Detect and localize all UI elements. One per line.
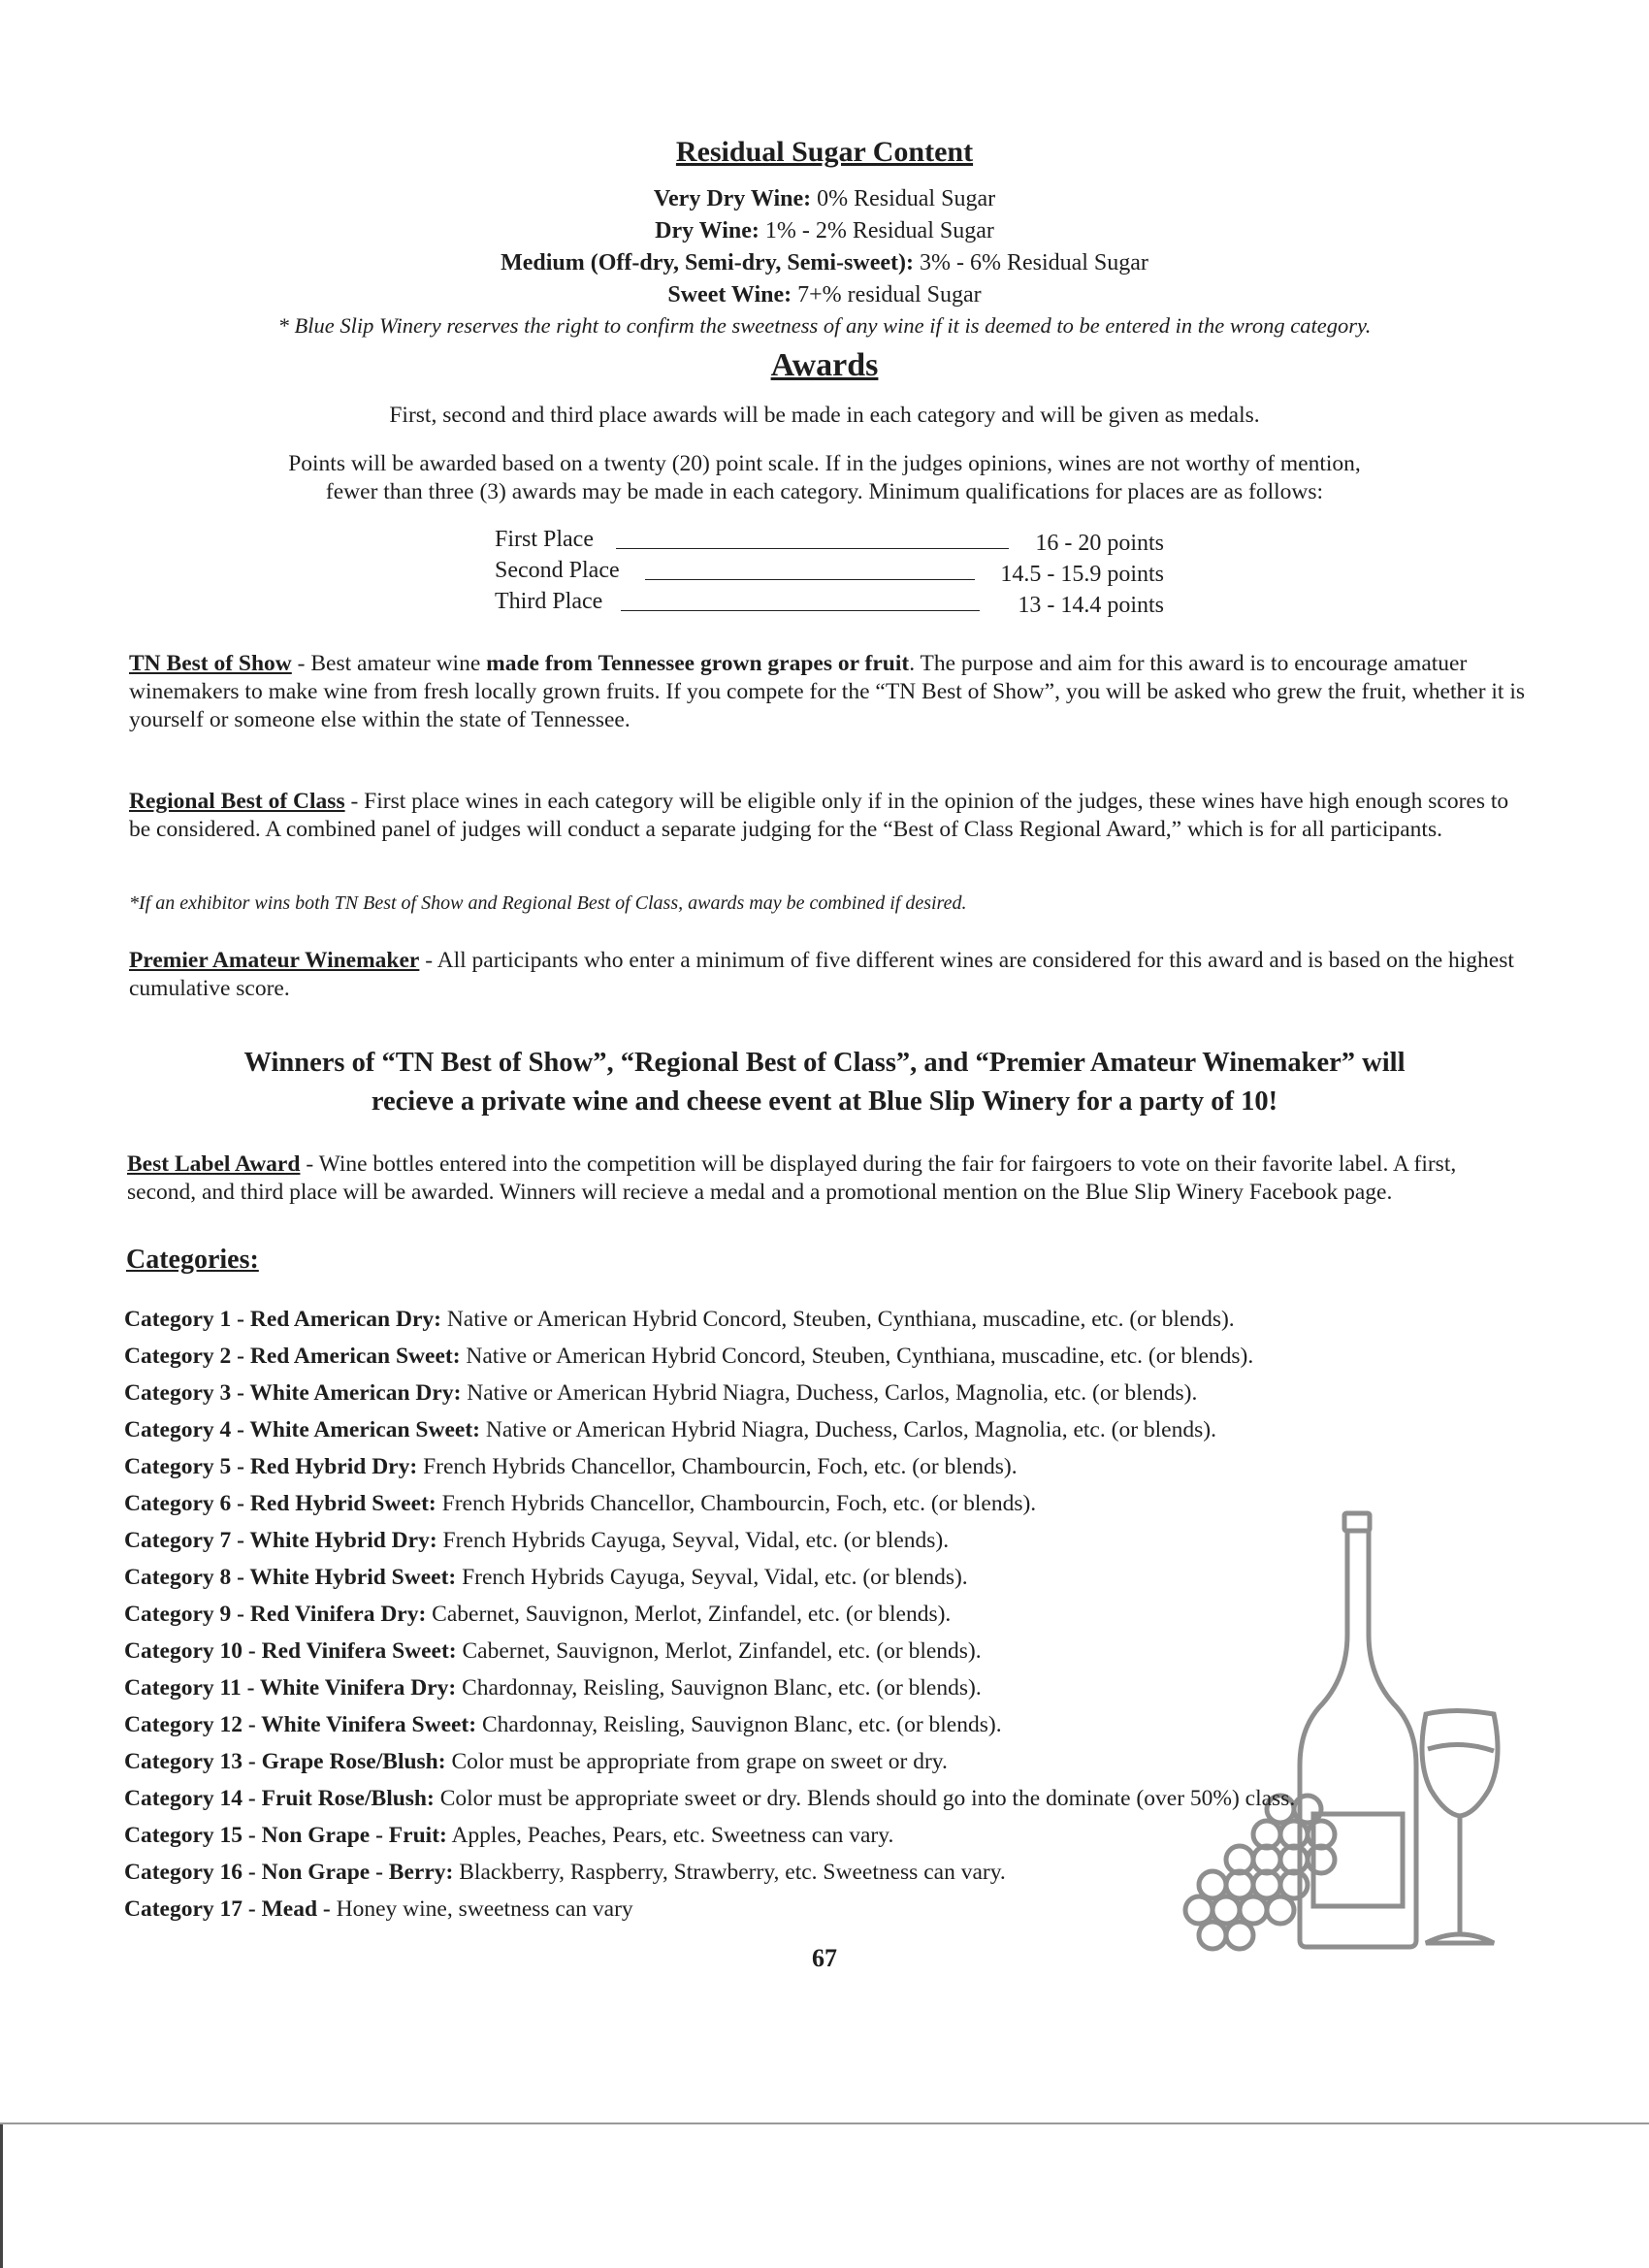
regional-text: - First place wines in each category will be eligible only if in the opinion of the judges, these wines have high enough scores to be considered. A combined panel of judges will conduct a separate judging for the “Best of Class Regional Award,” which is for all participants. (129, 789, 1509, 842)
residual-note: * Blue Slip Winery reserves the right to confirm the sweetness of any wine if it is deemed to be entered in the wrong category. (277, 313, 1372, 338)
scan-edge-mark (0, 2124, 3, 2268)
category-label: Category 6 - Red Hybrid Sweet: (124, 1491, 436, 1516)
category-label: Category 4 - White American Sweet: (124, 1417, 480, 1442)
winners-line-1: Winners of “TN Best of Show”, “Regional Best of Class”, and “Premier Amateur Winemaker” will (243, 1048, 1406, 1078)
category-label: Category 7 - White Hybrid Dry: (124, 1528, 437, 1553)
category-label: Category 16 - Non Grape - Berry: (124, 1860, 454, 1885)
category-label: Category 10 - Red Vinifera Sweet: (124, 1638, 457, 1664)
category-desc: Cabernet, Sauvignon, Merlot, Zinfandel, etc. (or blends). (426, 1602, 952, 1627)
place-row-first (495, 527, 1164, 558)
category-desc: Native or American Hybrid Niagra, Duchess, Carlos, Magnolia, etc. (or blends). (461, 1380, 1198, 1406)
awards-points-line-1: Points will be awarded based on a twenty (20) point scale. If in the judges opinions, wines are not worthy of mention, (288, 451, 1361, 476)
leader-line (645, 579, 975, 580)
category-item (124, 1378, 1197, 1408)
place-name: Third Place (495, 589, 603, 614)
tn-best-text: - Best amateur wine (291, 651, 487, 676)
category-desc: Cabernet, Sauvignon, Merlot, Zinfandel, etc. (or blends). (456, 1638, 982, 1664)
category-label: Category 13 - Grape Rose/Blush: (124, 1749, 446, 1774)
category-desc: French Hybrids Cayuga, Seyval, Vidal, etc. (or blends). (436, 1528, 950, 1553)
awards-points-line-2: fewer than three (3) awards may be made in each category. Minimum qualifications for places are as follows: (325, 479, 1324, 504)
tn-best-of-show-lead: TN Best of Show (129, 651, 292, 676)
category-item (124, 1489, 1036, 1518)
place-row-third (495, 589, 1164, 620)
categories-title: Categories: (126, 1245, 259, 1275)
place-name: Second Place (495, 558, 620, 583)
best-label-text: - Wine bottles entered into the competition will be displayed during the fair for fairgoers to vote on their favorite label. A first, second, and third place will be awarded. Winners will recieve a medal and a promotional mention on the Blue Slip Winery Facebook page. (127, 1151, 1457, 1205)
tn-best-bold: made from Tennessee grown grapes or fruit (486, 651, 910, 676)
leader-line (621, 610, 980, 611)
residual-sugar-title: Residual Sugar Content (675, 136, 974, 168)
category-label: Category 2 - Red American Sweet: (124, 1344, 461, 1369)
residual-value: 3% - 6% Residual Sugar (913, 250, 1148, 275)
place-name: First Place (495, 527, 594, 552)
residual-row (0, 280, 1649, 309)
category-label: Category 11 - White Vinifera Dry: (124, 1675, 457, 1701)
premier-text: - All participants who enter a minimum of five different wines are considered for this award and is based on the highest cumulative score. (129, 948, 1514, 1001)
category-label: Category 14 - Fruit Rose/Blush: (124, 1786, 435, 1811)
place-points: 14.5 - 15.9 points (1000, 562, 1164, 587)
category-label: Category 17 - Mead - (124, 1896, 331, 1922)
category-desc: Blackberry, Raspberry, Strawberry, etc. Sweetness can vary. (453, 1860, 1006, 1885)
best-label-award-lead: Best Label Award (127, 1151, 301, 1177)
place-points: 13 - 14.4 points (1018, 593, 1164, 618)
best-label-award-paragraph (127, 1150, 1526, 1207)
tn-best-text: . The purpose and aim for this award is to encourage amatuer winemakers to make wine from fresh locally grown fruits. If you compete for the “TN Best of Show”, you will be asked who grew the fruit, whether it is yourself or someone else within the state of Tennessee. (129, 651, 1525, 732)
residual-label: Dry Wine: (655, 218, 760, 243)
category-item (124, 1747, 948, 1776)
category-item (124, 1710, 1002, 1739)
category-label: Category 9 - Red Vinifera Dry: (124, 1602, 427, 1627)
residual-value: 0% Residual Sugar (811, 186, 996, 211)
category-desc: Honey wine, sweetness can vary (330, 1896, 633, 1922)
category-desc: Apples, Peaches, Pears, etc. Sweetness can vary. (446, 1823, 894, 1848)
awards-intro: First, second and third place awards will be made in each category and will be given as medals. (389, 403, 1260, 428)
regional-best-of-class-paragraph (129, 788, 1526, 844)
regional-note: *If an exhibitor wins both TN Best of Show and Regional Best of Class, awards may be combined if desired. (129, 892, 967, 914)
residual-value: 1% - 2% Residual Sugar (759, 218, 994, 243)
category-desc: French Hybrids Cayuga, Seyval, Vidal, etc. (or blends). (456, 1565, 968, 1590)
category-item (124, 1305, 1235, 1334)
residual-row (0, 248, 1649, 277)
category-desc: Native or American Hybrid Concord, Steuben, Cynthiana, muscadine, etc. (or blends). (460, 1344, 1254, 1369)
place-row-second (495, 558, 1164, 589)
page-number: 67 (812, 1944, 837, 1972)
premier-winemaker-lead: Premier Amateur Winemaker (129, 948, 420, 973)
category-desc: French Hybrids Chancellor, Chambourcin, Foch, etc. (or blends). (436, 1491, 1037, 1516)
category-item (124, 1415, 1216, 1444)
category-item (124, 1563, 968, 1592)
category-item (124, 1673, 982, 1702)
scan-edge-divider (0, 2122, 1649, 2124)
category-item (124, 1784, 1295, 1813)
category-label: Category 5 - Red Hybrid Dry: (124, 1454, 418, 1479)
residual-row (0, 216, 1649, 245)
category-item (124, 1452, 1018, 1481)
category-label: Category 3 - White American Dry: (124, 1380, 462, 1406)
category-item (124, 1342, 1253, 1371)
category-label: Category 15 - Non Grape - Fruit: (124, 1823, 447, 1848)
category-item (124, 1821, 893, 1850)
residual-label: Medium (Off-dry, Semi-dry, Semi-sweet): (501, 250, 914, 275)
residual-value: 7+% residual Sugar (792, 282, 982, 308)
residual-row (0, 184, 1649, 213)
residual-label: Very Dry Wine: (653, 186, 812, 211)
tn-best-of-show-paragraph (129, 650, 1526, 734)
category-item (124, 1895, 633, 1924)
regional-best-of-class-lead: Regional Best of Class (129, 789, 345, 814)
category-label: Category 12 - White Vinifera Sweet: (124, 1712, 477, 1737)
place-points: 16 - 20 points (1035, 531, 1164, 556)
category-item (124, 1600, 951, 1629)
category-item (124, 1858, 1006, 1887)
category-desc: Chardonnay, Reisling, Sauvignon Blanc, etc. (or blends). (456, 1675, 982, 1701)
leader-line (616, 548, 1009, 549)
category-desc: French Hybrids Chancellor, Chambourcin, Foch, etc. (or blends). (417, 1454, 1018, 1479)
category-item (124, 1636, 982, 1666)
category-desc: Chardonnay, Reisling, Sauvignon Blanc, etc. (or blends). (476, 1712, 1002, 1737)
category-desc: Native or American Hybrid Niagra, Duchess, Carlos, Magnolia, etc. (or blends). (479, 1417, 1216, 1442)
category-desc: Native or American Hybrid Concord, Steuben, Cynthiana, muscadine, etc. (or blends). (440, 1307, 1235, 1332)
wine-bottle-glass-grapes-icon (1164, 1508, 1533, 1955)
category-label: Category 1 - Red American Dry: (124, 1307, 441, 1332)
winners-line-2: recieve a private wine and cheese event at Blue Slip Winery for a party of 10! (371, 1086, 1278, 1117)
category-label: Category 8 - White Hybrid Sweet: (124, 1565, 457, 1590)
awards-title: Awards (770, 347, 879, 383)
category-desc: Color must be appropriate from grape on sweet or dry. (445, 1749, 948, 1774)
category-desc: Color must be appropriate sweet or dry. Blends should go into the dominate (over 50%) class. (434, 1786, 1296, 1811)
residual-label: Sweet Wine: (667, 282, 792, 308)
premier-winemaker-paragraph (129, 947, 1526, 1003)
category-item (124, 1526, 949, 1555)
